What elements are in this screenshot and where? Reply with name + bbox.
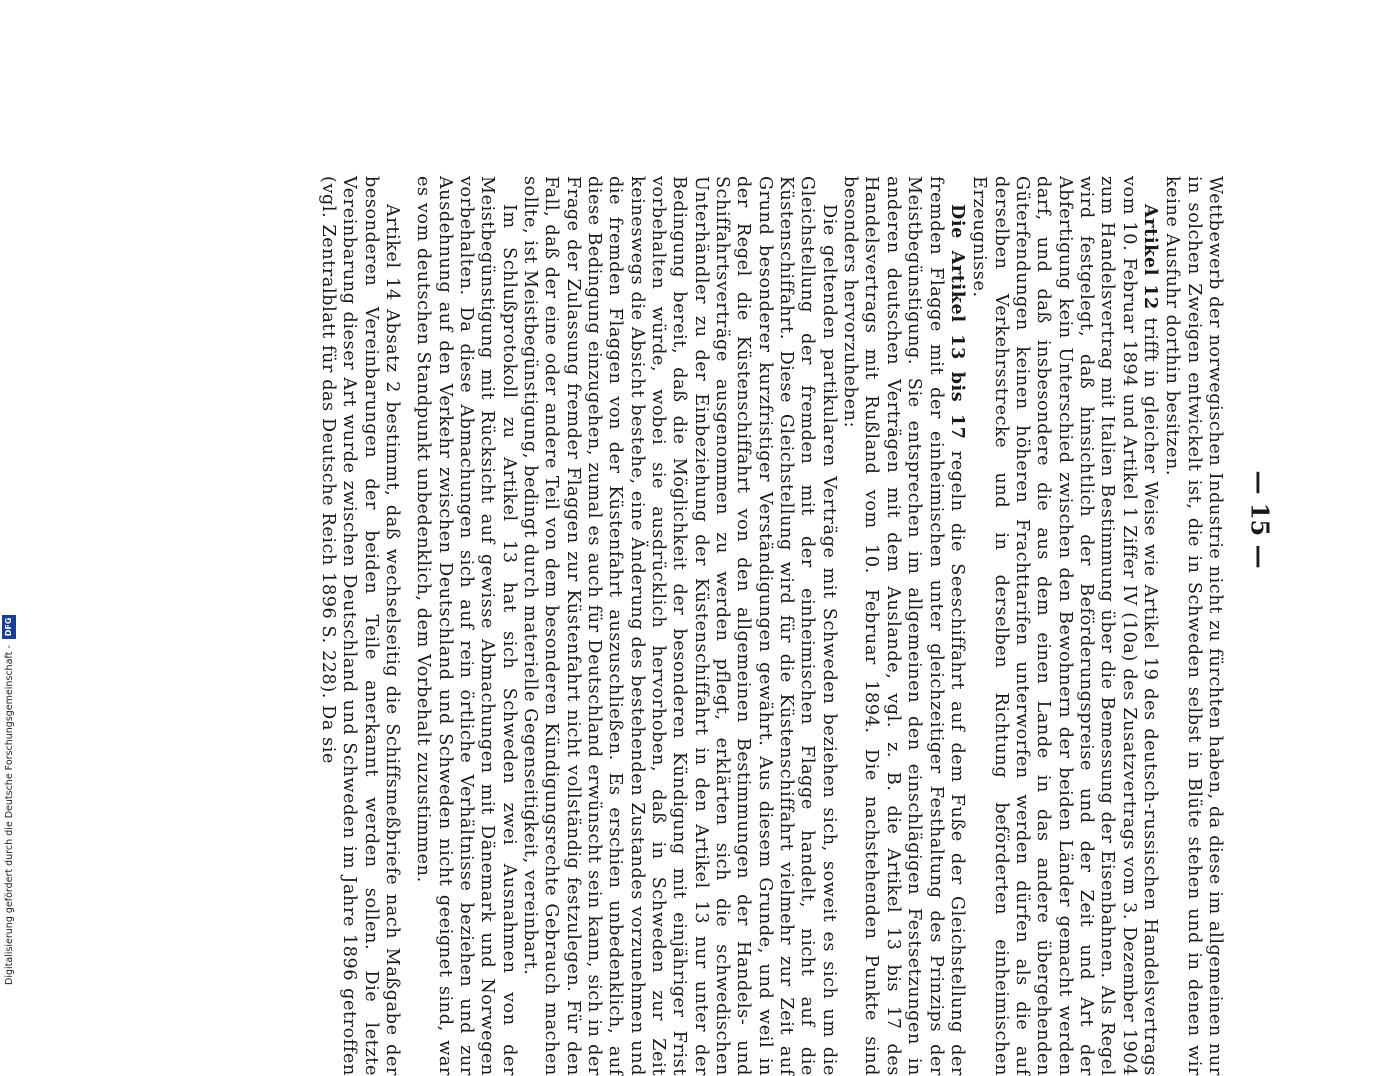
- paragraph-6: [317, 176, 402, 1076]
- paragraph-1-text: Wettbewerb der norwegischen Industrie nicht zu fürchten haben, da diese im allgemeinen nur in solchen Zweigen entwickelt ist, die in Schweden selbst in Blüte stehen und in denen wir keine Ausfuhr dorthin besitzen.: [1162, 176, 1225, 1076]
- paragraph-1: [1161, 176, 1225, 1076]
- digitization-credit: [2, 0, 16, 985]
- paragraph-3: [839, 176, 968, 1076]
- digitization-credit-text: Digitalisierung gefördert durch die Deutsche Forschungsgemeinschaft -: [3, 645, 15, 985]
- paragraph-3-lead: Die Artikel 13 bis 17: [946, 204, 968, 440]
- paragraph-2: [968, 176, 1161, 1076]
- page-number-label: — 15 —: [1245, 470, 1275, 569]
- paragraph-2-lead: Artikel 12: [1139, 204, 1161, 310]
- paragraph-4-text: Die geltenden partikularen Verträge mit Schweden beziehen sich, soweit es sich um die Gleichstellung der fremden mit der einheimischen Flagge handelt, nicht auf die Küstenschiffahrt. Diese Gleichstellung wird für die Küstenschiffahrt vielmehr zur Zeit auf Grund besonderer kurzfristiger Verständigungen gewährt. Aus diesem Grunde, und weil in der Regel die Küstenschiffahrt von den allgemeinen Bestimmungen der Handels- und Schiffahrtsverträge ausgenommen zu werden pflegt, erklärten sich die schwedischen Unterhändler zu der Einbeziehung der Küstenschiffahrt in den Artikel 13 nur unter der Bedingung bereit, daß die Möglichkeit der besonderen Kündigung mit einjähriger Frist vorbehalten würde, wobei sie ausdrücklich hervorhoben, daß in Schweden zur Zeit keineswegs die Absicht bestehe, eine Änderung des bestehenden Zustandes vorzunehmen und die fremden Flaggen von der Küstenfahrt auszuschließen. Es erschien unbedenklich, auf diese Bedingung einzugehen, zumal es auch für Deutschland erwünscht sein kann, sich in der Frage der Zulassung fremder Flaggen zur Küstenfahrt nicht vollständig festzulegen. Für den Fall, daß der eine oder andere Teil von dem besonderen Kündigungsrechte Gebrauch machen sollte, ist Meistbegünstigung, bedingt durch materielle Gegenseitigkeit, vereinbart.: [520, 176, 839, 1076]
- paragraph-5-text: Im Schlußprotokoll zu Artikel 13 hat sich Schweden zwei Ausnahmen von der Meistbegünstigung mit Rücksicht auf gewisse Abmachungen mit Dänemark und Norwegen vorbehalten. Da diese Abmachungen sich auf rein örtliche Verhältnisse beziehen und zur Ausdehnung auf den Verkehr zwischen Deutschland und Schweden nicht geeignet sind, war es vom deutschen Standpunkt unbedenklich, dem Vorbehalt zuzustimmen.: [413, 176, 519, 1076]
- paragraph-6-text: Artikel 14 Absatz 2 bestimmt, daß wechselseitig die Schiffsmeßbriefe nach Maßgabe der besonderen Vereinbarungen der beiden Teile anerkannt werden sollen. Die letzte Vereinbarung dieser Art wurde zwischen Deutschland und Schweden im Jahre 1896 getroffen (vgl. Zentralblatt für das Deutsche Reich 1896 S. 228). Da sie: [317, 176, 402, 1076]
- paragraph-3-text: regeln die Seeschiffahrt auf dem Fuße der Gleichstellung der fremden Flagge mit der einheimischen unter gleichzeitiger Festhaltung des Prinzips der Meistbegünstigung. Sie entsprechen im allgemeinen den einschlägigen Festsetzungen in anderen deutschen Verträgen mit dem Auslande, vgl. z. B. die Artikel 13 bis 17 des Handelsvertrags mit Rußland vom 10. Februar 1894. Die nachstehenden Punkte sind besonders hervorzuheben:: [840, 176, 967, 1076]
- paragraph-4: [519, 176, 839, 1076]
- paragraph-2-text: trifft in gleicher Weise wie Artikel 19 des deutsch-russischen Handelsvertrags vom 10. Februar 1894 und Artikel 1 Ziffer IV (10a) des Zusatzvertrags vom 3. Dezember 1904 zum Handelsvertrag mit Italien Bestimmung über die Bemessung der Eisenbahnen. Als Regel wird festgelegt, daß hinsichtlich der Beförderungspreise und der Zeit und Art der Abfertigung kein Unterschied zwischen den Bewohnern der beiden Länder gemacht werden darf, und daß insbesondere die aus dem einen Lande in das andere übergehenden Güterfendungen keinen höheren Frachttarifen unterworfen werden dürfen als die auf derselben Verkehrsstrecke und in derselben Richtung beförderten einheimischen Erzeugnisse.: [969, 176, 1160, 1076]
- dfg-logo: DFG: [2, 615, 16, 640]
- document-body: [145, 176, 1225, 1076]
- paragraph-5: [412, 176, 519, 1076]
- page-number: [1240, 470, 1280, 569]
